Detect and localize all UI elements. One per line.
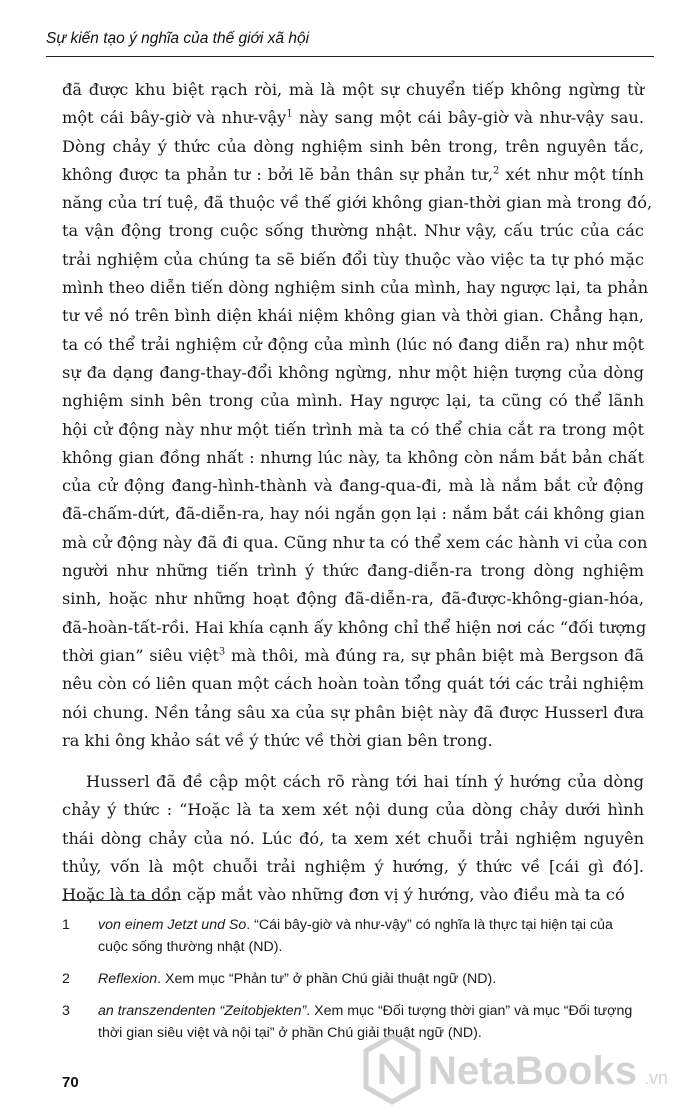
footnote-source-term: Reflexion <box>98 971 158 987</box>
page-number: 70 <box>62 1074 79 1091</box>
body-text <box>62 76 653 910</box>
footnote-marker[interactable]: 2 <box>492 165 500 177</box>
text-line <box>62 104 644 132</box>
text-line: hội cử động này như một tiến trình mà ta có thể chia cắt ra trong một <box>62 419 644 439</box>
paragraph <box>62 768 644 909</box>
header-rule <box>46 56 654 57</box>
text-line: sự đa dạng đang-thay-đổi không ngừng, như một hiện tượng của dòng <box>62 362 644 382</box>
text-line: thái dòng chảy của nó. Lúc đó, ta xem xét chuỗi trải nghiệm nguyên <box>62 828 644 848</box>
text-segment: thời gian” siêu việt <box>62 645 219 665</box>
footnote-explanation: . Xem mục “Đối tượng thời gian” và mục “Đối tượng thời gian siêu việt và nội tại” ở phần Chú giải thuật ngữ (ND). <box>98 1003 633 1041</box>
text-line: ta vận động trong cuộc sống thường nhật. Như vậy, cấu trúc của các <box>62 221 644 241</box>
svg-text:.vn: .vn <box>644 1068 669 1088</box>
footnote-number: 3 <box>62 1003 70 1019</box>
text-line: năng của trí tuệ, đã thuộc về thế giới không gian-thời gian mà trong đó, <box>62 193 653 213</box>
text-line: Hoặc là ta dồn cặp mắt vào những đơn vị ý hướng, vào điều mà ta có <box>62 885 625 905</box>
text-line: không gian đồng nhất : nhưng lúc này, ta không còn nắm bắt bản chất <box>62 447 644 467</box>
paragraph <box>62 76 653 755</box>
footnote-text <box>98 917 613 955</box>
text-line: nghiệm sinh bên trong của mình. Hay ngược lại, ta cũng có thể lãnh <box>62 391 644 411</box>
text-segment: này sang một cái bây-giờ và như-vậy sau. <box>292 108 644 128</box>
text-segment: không được ta phản tư : bởi lẽ bản thân sự phản tư, <box>62 164 493 184</box>
footnote-text <box>98 971 496 987</box>
text-line <box>62 642 644 670</box>
text-line: thủy, vốn là một chuỗi trải nghiệm ý hướng, ý thức về [cái gì đó]. <box>62 857 644 877</box>
text-line: nêu còn có liên quan một cách hoàn toàn tổng quát tới các trải nghiệm <box>62 674 644 694</box>
running-header: Sự kiến tạo ý nghĩa của thế giới xã hội <box>46 30 310 47</box>
footnote-number: 1 <box>62 917 70 933</box>
text-line: Dòng chảy ý thức của dòng nghiệm sinh bên trong, trên nguyên tắc, <box>62 136 644 156</box>
footnote-separator <box>62 900 176 901</box>
footnote-marker[interactable]: 3 <box>218 646 226 658</box>
text-line: ra khi ông khảo sát về ý thức về thời gian bên trong. <box>62 730 493 750</box>
text-line: của cử động đang-hình-thành và đang-qua-đi, mà là nắm bắt cử động <box>62 476 644 496</box>
text-segment: một cái bây-giờ và như-vậy <box>62 108 287 128</box>
footnote-item <box>62 914 644 958</box>
text-line: nói chung. Nền tảng sâu xa của sự phân biệt này đã được Husserl đưa <box>62 702 644 722</box>
footnote-number: 2 <box>62 971 70 987</box>
text-line: ta có thể trải nghiệm cử động của mình (lúc nó đang diễn ra) như một <box>62 334 644 354</box>
text-line: đã-chấm-dứt, đã-diễn-ra, hay nói ngắn gọn lại : nắm bắt cái không gian <box>62 504 645 524</box>
text-line: Husserl đã đề cập một cách rõ ràng tới hai tính ý hướng của dòng <box>86 772 644 792</box>
text-line: mình theo diễn tiến dòng nghiệm sinh của mình, hay ngược lại, ta phản <box>62 278 649 298</box>
netabooks-watermark-logo <box>362 1032 682 1106</box>
footnote-explanation: . Xem mục “Phản tư” ở phần Chú giải thuật ngữ (ND). <box>157 971 497 987</box>
text-line: mà cử động này đã đi qua. Cũng như ta có thể xem các hành vi của con <box>62 532 648 552</box>
footnote-source-term: von einem Jetzt und So <box>98 917 247 933</box>
footnote-item <box>62 968 644 990</box>
text-line: chảy ý thức : “Hoặc là ta xem xét nội dung của dòng chảy dưới hình <box>62 800 644 820</box>
text-line <box>62 161 644 189</box>
text-line: trải nghiệm của chúng ta sẽ biến đổi tùy thuộc vào việc ta tự phó mặc <box>62 249 644 269</box>
text-segment: xét như một tính <box>499 164 644 184</box>
svg-text:NetaBooks: NetaBooks <box>428 1049 637 1093</box>
text-line: đã-hoàn-tất-rồi. Hai khía cạnh ấy không chỉ thể hiện nơi các “đối tượng <box>62 617 647 637</box>
footnote-explanation: . “Cái bây-giờ và như-vậy” có nghĩa là thực tại hiện tại của cuộc sống thường nhật (ND). <box>98 917 613 955</box>
paragraph-gap <box>62 755 644 768</box>
text-line: người như những tiến trình ý thức đang-diễn-ra trong dòng nghiệm <box>62 561 644 581</box>
text-line: sinh, hoặc như những hoạt động đã-diễn-ra, đã-được-không-gian-hóa, <box>62 589 644 609</box>
footnote-source-term: an transzendenten “Zeitobjekten” <box>98 1003 307 1019</box>
text-line: tư về nó trên bình diện khái niệm không gian và thời gian. Chẳng hạn, <box>62 306 644 326</box>
text-line: đã được khu biệt rạch ròi, mà là một sự chuyển tiếp không ngừng từ <box>62 80 644 99</box>
text-segment: mà thôi, mà đúng ra, sự phân biệt mà Bergson đã <box>225 645 645 665</box>
footnote-marker[interactable]: 1 <box>286 108 293 120</box>
